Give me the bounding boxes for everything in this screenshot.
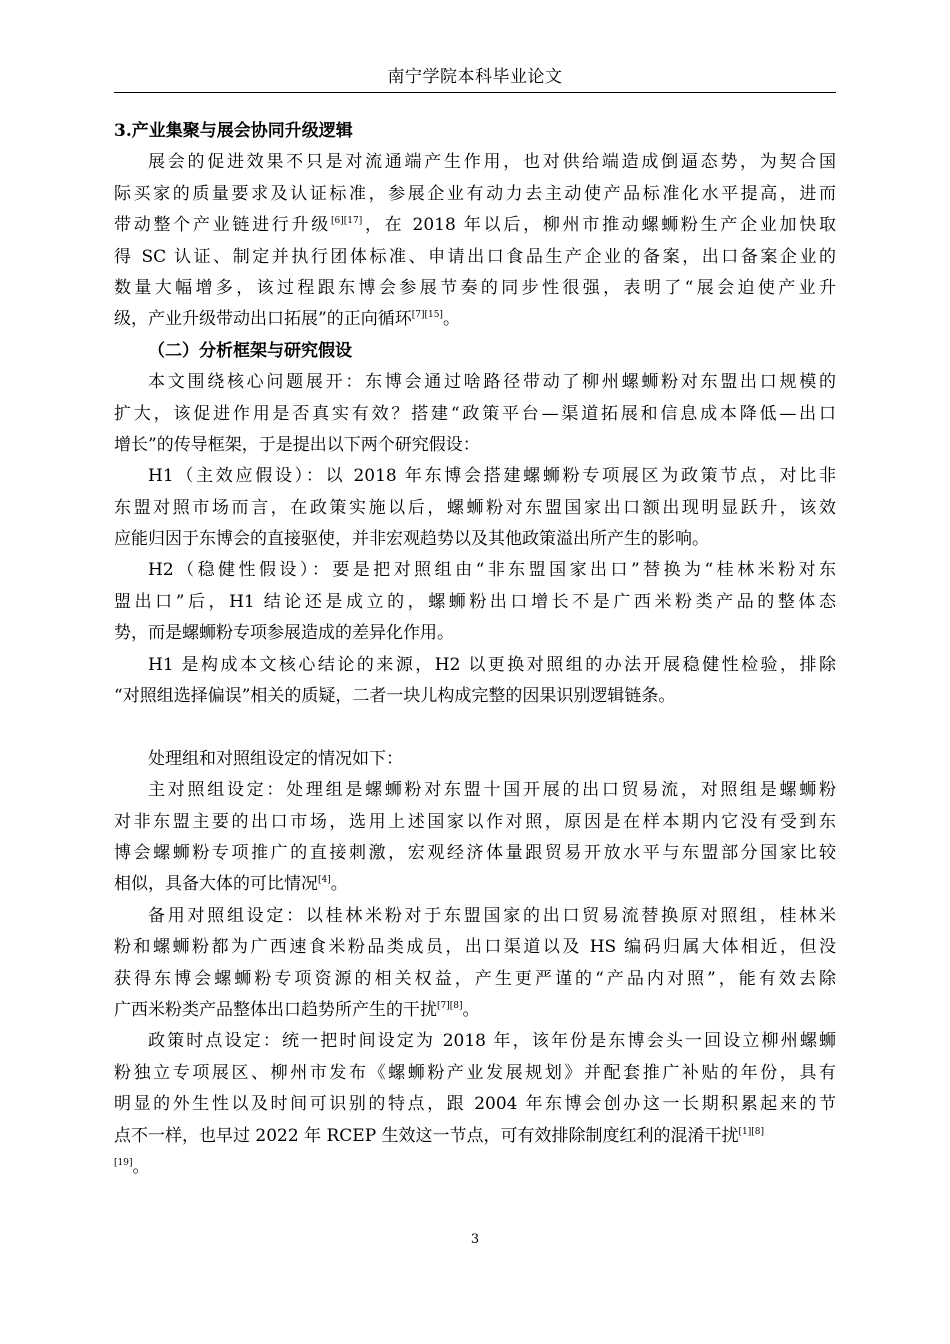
text-segment: 点不一样，也早过 2022 年 RCEP 生效这一节点，可有效排除制度红利的混淆干扰 <box>114 1125 739 1146</box>
section-heading-3: 3.产业集聚与展会协同升级逻辑 <box>114 121 353 141</box>
text-line: 备用对照组设定：以桂林米粉对于东盟国家的出口贸易流替换原对照组，桂林米 <box>148 905 836 926</box>
paragraph-main-control <box>114 775 836 901</box>
text-line: 对非东盟主要的出口市场，选用上述国家以作对照，原因是在样本期内它没有受到东 <box>114 811 836 832</box>
paragraph-hypothesis-summary <box>114 650 836 713</box>
text-line <box>114 1121 836 1152</box>
text-segment: ，在 2018 年以后，柳州市推动螺蛳粉生产企业加快取 <box>362 215 836 236</box>
text-segment: 。 <box>442 309 460 330</box>
text-line: 得 SC 认证、制定并执行团体标准、申请出口食品生产企业的备案，出口备案企业的 <box>114 246 836 267</box>
text-line <box>114 869 836 900</box>
text-line: 扩大，该促进作用是否真实有效？搭建“政策平台—渠道拓展和信息成本降低—出口 <box>114 403 836 424</box>
text-line: 主对照组设定：处理组是螺蛳粉对东盟十国开展的出口贸易流，对照组是螺蛳粉 <box>148 780 836 801</box>
text-line <box>114 995 836 1026</box>
text-line: 获得东博会螺蛳粉专项资源的相关权益，产生更严谨的“产品内对照”，能有效去除 <box>114 968 836 989</box>
text-segment: 带动整个产业链进行升级 <box>114 215 331 236</box>
text-line: 势，而是螺蛳粉专项参展造成的差异化作用。 <box>114 623 454 644</box>
text-line <box>114 1152 836 1183</box>
text-segment: 。 <box>132 1156 150 1177</box>
text-line <box>114 304 836 335</box>
section-heading-framework: （二）分析框架与研究假设 <box>148 340 352 361</box>
text-line: 增长”的传导框架，于是提出以下两个研究假设： <box>114 434 480 455</box>
text-line: H1（主效应假设）：以 2018 年东博会搭建螺蛳粉专项展区为政策节点，对比非 <box>148 466 836 487</box>
paragraph-policy-timing <box>114 1026 836 1183</box>
page-number: 3 <box>470 1232 480 1247</box>
text-line: 展会的促进效果不只是对流通端产生作用，也对供给端造成倒逼态势，为契合国 <box>148 152 836 173</box>
citation: [19] <box>114 1157 133 1168</box>
citation: [4] <box>318 875 331 886</box>
citation: [7][15] <box>411 310 443 321</box>
running-header: 南宁学院本科毕业论文 <box>387 67 563 87</box>
text-segment: 广西米粉类产品整体出口趋势所产生的干扰 <box>114 999 437 1020</box>
paragraph-hypothesis-h2 <box>114 555 836 649</box>
paragraph-framework <box>114 367 836 461</box>
page-body <box>114 116 836 1183</box>
text-line: 盟出口”后，H1 结论还是成立的，螺蛳粉出口增长不是广西米粉类产品的整体态 <box>114 591 836 612</box>
text-segment: 相似，具备大体的可比情况 <box>114 874 318 895</box>
text-segment: 。 <box>330 874 348 895</box>
text-line <box>114 210 836 241</box>
text-line: 博会螺蛳粉专项推广的直接刺激，宏观经济体量跟贸易开放水平与东盟部分国家比较 <box>114 842 836 863</box>
paragraph-industry-upgrade <box>114 147 836 335</box>
citation: [1][8] <box>738 1126 765 1137</box>
text-line: 数量大幅增多，该过程跟东博会参展节奏的同步性很强，表明了“展会迫使产业升 <box>114 277 836 298</box>
paragraph-groups-intro: 处理组和对照组设定的情况如下： <box>148 748 403 769</box>
text-segment: 。 <box>462 999 480 1020</box>
citation: [6][17] <box>331 216 363 227</box>
text-line: 东盟对照市场而言，在政策实施以后，螺蛳粉对东盟国家出口额出现明显跃升，该效 <box>114 497 836 518</box>
text-line: “对照组选择偏误”相关的质疑，二者一块儿构成完整的因果识别逻辑链条。 <box>114 686 676 707</box>
text-line: 应能归因于东博会的直接驱使，并非宏观趋势以及其他政策溢出所产生的影响。 <box>114 529 709 550</box>
text-segment: 级，产业升级带动出口拓展”的正向循环 <box>114 309 412 330</box>
text-line: H2（稳健性假设）：要是把对照组由“非东盟国家出口”替换为“桂林米粉对东 <box>148 560 836 581</box>
citation: [7][8] <box>437 1000 463 1011</box>
header-rule <box>114 92 836 93</box>
text-line: 粉和螺蛳粉都为广西速食米粉品类成员，出口渠道以及 HS 编码归属大体相近，但没 <box>114 937 836 958</box>
text-line: 际买家的质量要求及认证标准，参展企业有动力去主动使产品标准化水平提高，进而 <box>114 183 836 204</box>
text-line: 粉独立专项展区、柳州市发布《螺蛳粉产业发展规划》并配套推广补贴的年份，具有 <box>114 1062 836 1083</box>
paragraph-backup-control <box>114 901 836 1027</box>
text-line: 本文围绕核心问题展开：东博会通过啥路径带动了柳州螺蛳粉对东盟出口规模的 <box>148 372 836 393</box>
text-line: 明显的外生性以及时间可识别的特点，跟 2004 年东博会创办这一长期积累起来的节 <box>114 1094 836 1115</box>
text-line: 政策时点设定：统一把时间设定为 2018 年，该年份是东博会头一回设立柳州螺蛳 <box>148 1031 836 1052</box>
blank-line <box>114 712 836 743</box>
paragraph-hypothesis-h1 <box>114 461 836 555</box>
text-line: H1 是构成本文核心结论的来源，H2 以更换对照组的办法开展稳健性检验，排除 <box>148 654 836 675</box>
